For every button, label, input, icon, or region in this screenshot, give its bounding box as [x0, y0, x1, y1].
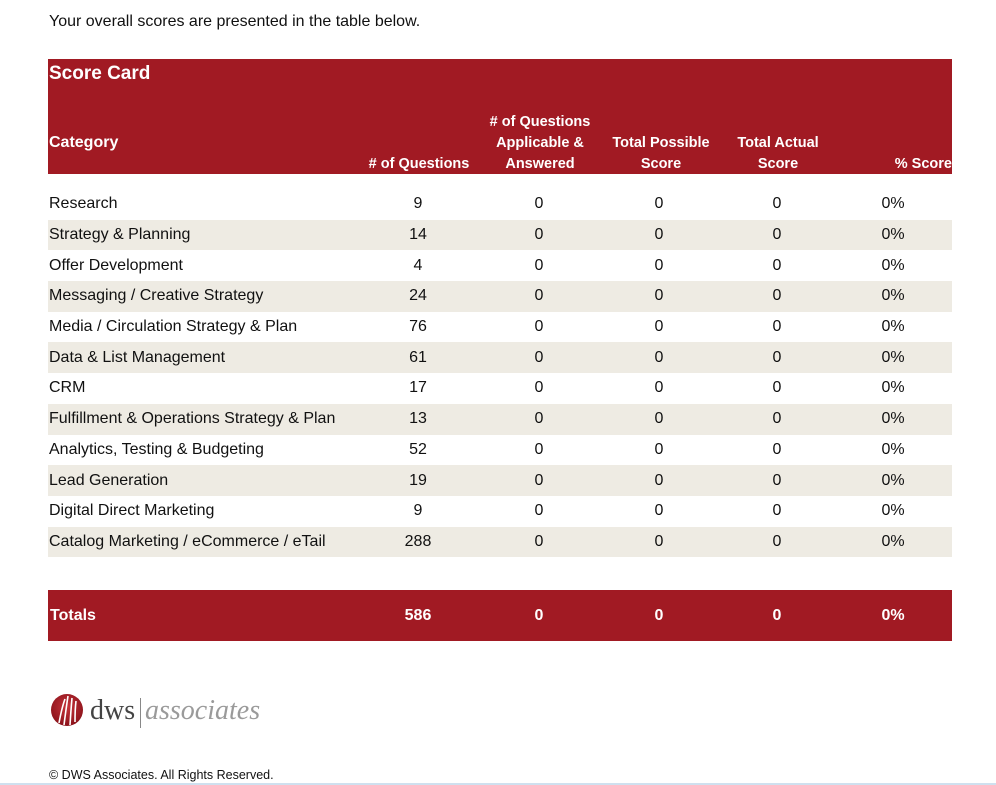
table-row: Lead Generation 19 0 0 0 0%	[48, 465, 952, 496]
score-card-title: Score Card	[49, 63, 151, 84]
table-row: Research 9 0 0 0 0%	[49, 195, 905, 213]
score-card	[48, 59, 952, 557]
table-row: Catalog Marketing / eCommerce / eTail 288 0 0 0 0%	[48, 527, 952, 558]
table-row: Media / Circulation Strategy & Plan 76 0 0 0 0%	[49, 318, 905, 336]
intro-text: Your overall scores are presented in the table below.	[49, 13, 421, 30]
header-pct-score: % Score	[894, 156, 952, 172]
totals-row	[48, 590, 952, 641]
totals-applicable: 0	[534, 606, 544, 624]
score-rows	[48, 189, 952, 557]
table-row: Data & List Management 61 0 0 0 0%	[48, 342, 952, 373]
score-card-header	[48, 59, 952, 174]
header-applicable: # of Questions Applicable & Answered	[489, 114, 591, 172]
header-actual-score: Total Actual Score	[737, 135, 819, 172]
header-category: Category	[49, 134, 119, 151]
table-row: Messaging / Creative Strategy 24 0 0 0 0%	[48, 281, 952, 312]
logo-divider	[140, 698, 141, 728]
dws-associates-logo	[50, 690, 270, 730]
totals-questions: 586	[404, 606, 432, 624]
logo-text-dws: dws	[90, 695, 136, 726]
totals-label: Totals	[50, 606, 96, 624]
totals-actual: 0	[772, 606, 782, 624]
totals-pct: 0%	[881, 606, 905, 624]
header-questions: # of Questions	[368, 156, 470, 172]
table-row: Offer Development 4 0 0 0 0%	[49, 256, 905, 274]
table-row: CRM 17 0 0 0 0%	[49, 379, 905, 397]
copyright-footer: © DWS Associates. All Rights Reserved.	[49, 768, 274, 782]
table-row: Strategy & Planning 14 0 0 0 0%	[48, 220, 952, 251]
logo-mark-icon	[50, 693, 84, 727]
table-row: Digital Direct Marketing 9 0 0 0 0%	[49, 502, 905, 520]
header-possible-score: Total Possible Score	[612, 135, 710, 172]
logo-text-associates: associates	[145, 695, 261, 726]
table-row: Analytics, Testing & Budgeting 52 0 0 0 0%	[49, 440, 905, 458]
totals-possible: 0	[654, 606, 664, 624]
table-row: Fulfillment & Operations Strategy & Plan 13 0 0 0 0%	[48, 404, 952, 435]
